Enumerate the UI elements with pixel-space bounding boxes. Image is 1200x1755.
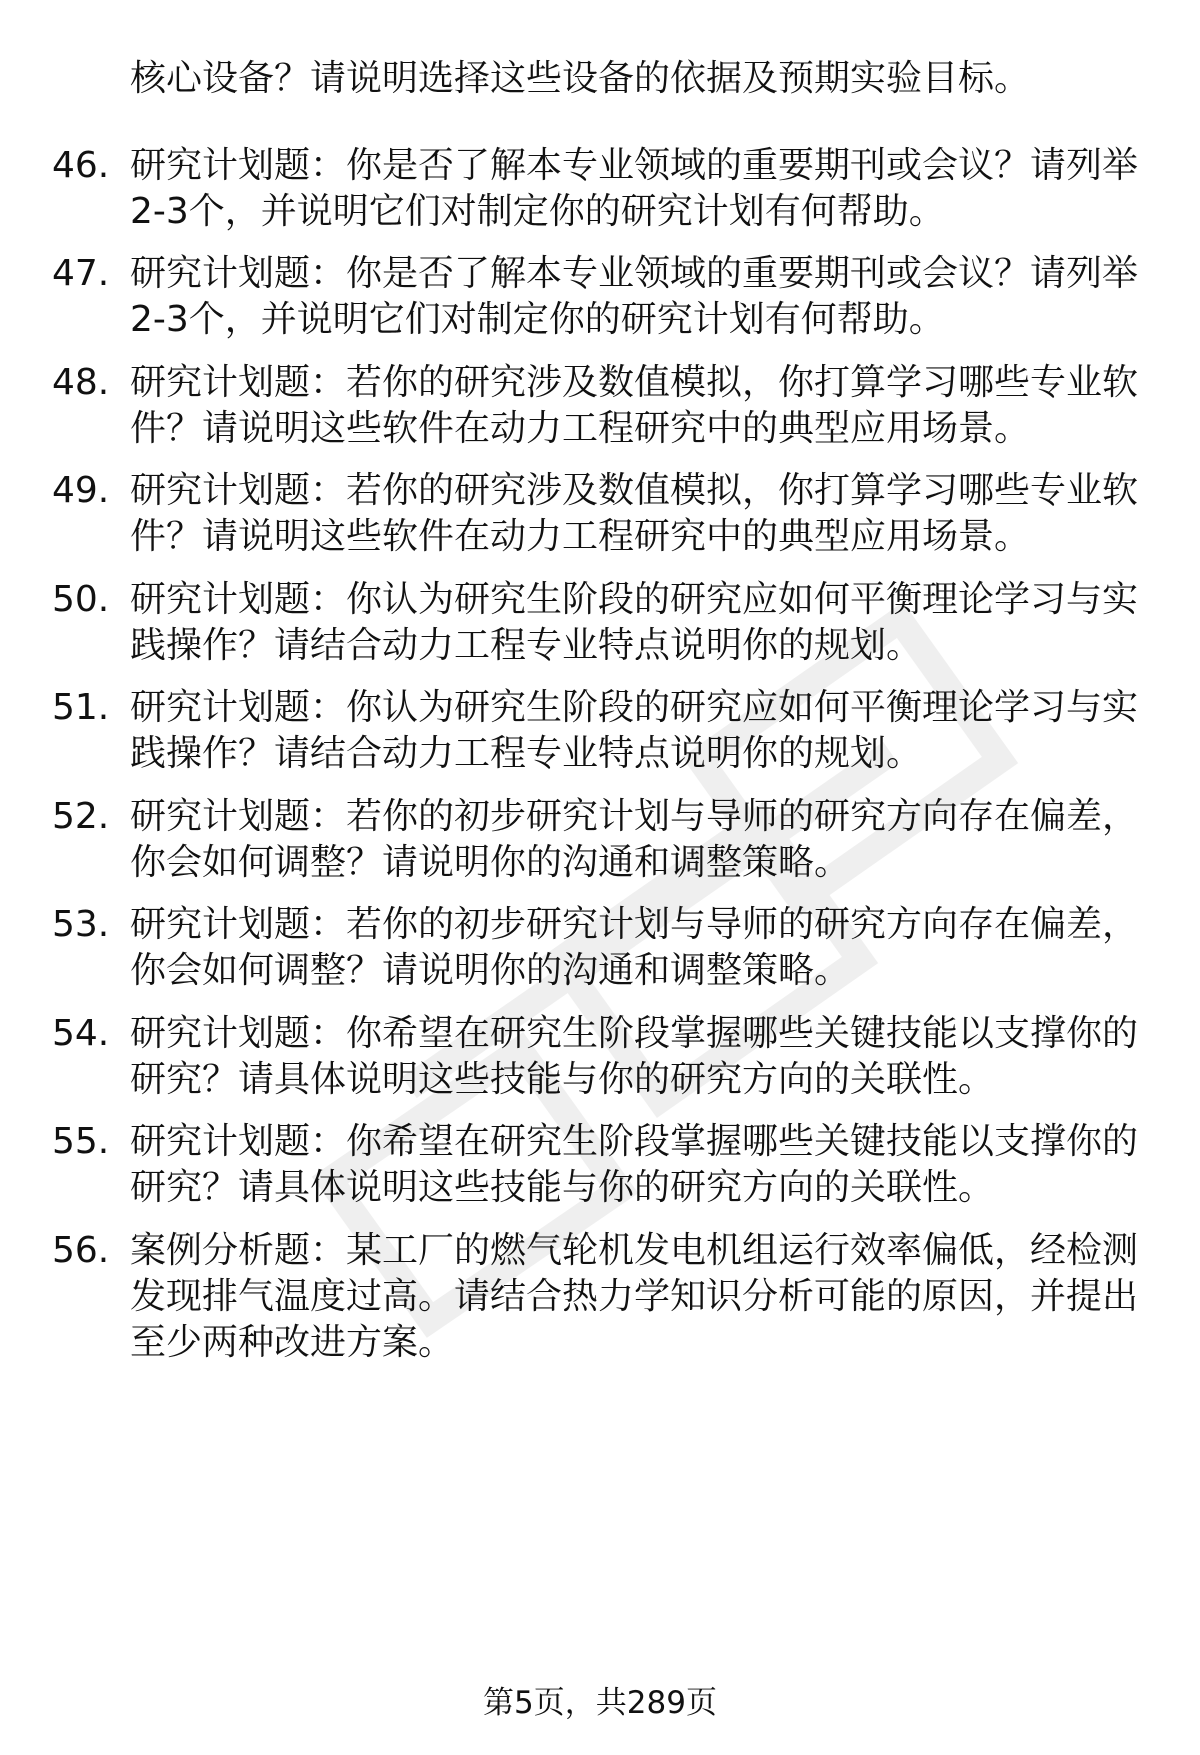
question-line: 发现排气温度过高。请结合热力学知识分析可能的原因，并提出 <box>130 1276 1139 1317</box>
question-number: 52. <box>52 796 110 837</box>
question-text <box>130 468 1140 560</box>
question-item <box>52 902 1152 994</box>
question-text <box>130 1228 1140 1366</box>
lead-line: 核心设备？请说明选择这些设备的依据及预期实验目标。 <box>130 58 1031 99</box>
question-line: 研究？请具体说明这些技能与你的研究方向的关联性。 <box>130 1167 995 1208</box>
question-text <box>130 1011 1140 1103</box>
question-line: 件？请说明这些软件在动力工程研究中的典型应用场景。 <box>130 408 1031 449</box>
question-line: 至少两种改进方案。 <box>130 1322 455 1363</box>
question-text <box>130 794 1140 886</box>
question-text <box>130 577 1140 669</box>
question-number: 46. <box>52 145 110 186</box>
question-item <box>52 360 1152 452</box>
question-item <box>52 143 1152 235</box>
question-line: 件？请说明这些软件在动力工程研究中的典型应用场景。 <box>130 516 1031 557</box>
question-line: 研究计划题：若你的初步研究计划与导师的研究方向存在偏差， <box>130 796 1139 837</box>
question-item <box>52 1011 1152 1103</box>
question-text <box>130 902 1140 994</box>
question-number: 47. <box>52 253 110 294</box>
question-line: 践操作？请结合动力工程专业特点说明你的规划。 <box>130 733 923 774</box>
question-line: 研究计划题：你是否了解本专业领域的重要期刊或会议？请列举 <box>130 145 1139 186</box>
question-text <box>130 360 1140 452</box>
question-line: 研究？请具体说明这些技能与你的研究方向的关联性。 <box>130 1059 995 1100</box>
question-line: 你会如何调整？请说明你的沟通和调整策略。 <box>130 950 851 991</box>
question-line: 研究计划题：你是否了解本专业领域的重要期刊或会议？请列举 <box>130 253 1139 294</box>
question-number: 48. <box>52 362 110 403</box>
question-line: 2-3个，并说明它们对制定你的研究计划有何帮助。 <box>130 299 945 340</box>
question-line: 研究计划题：你希望在研究生阶段掌握哪些关键技能以支撑你的 <box>130 1013 1139 1054</box>
question-number: 51. <box>52 687 110 728</box>
question-line: 研究计划题：若你的研究涉及数值模拟，你打算学习哪些专业软 <box>130 470 1139 511</box>
question-line: 研究计划题：若你的研究涉及数值模拟，你打算学习哪些专业软 <box>130 362 1139 403</box>
question-item <box>52 468 1152 560</box>
question-number: 50. <box>52 579 110 620</box>
question-line: 践操作？请结合动力工程专业特点说明你的规划。 <box>130 625 923 666</box>
question-number: 56. <box>52 1230 110 1271</box>
question-number: 49. <box>52 470 110 511</box>
question-text <box>130 143 1140 235</box>
question-number: 55. <box>52 1121 110 1162</box>
question-line: 研究计划题：你认为研究生阶段的研究应如何平衡理论学习与实 <box>130 579 1139 620</box>
question-item <box>52 577 1152 669</box>
question-item <box>52 794 1152 886</box>
question-number: 53. <box>52 904 110 945</box>
question-item <box>52 1119 1152 1211</box>
question-item <box>52 685 1152 777</box>
question-text <box>130 685 1140 777</box>
question-line: 研究计划题：你认为研究生阶段的研究应如何平衡理论学习与实 <box>130 687 1139 728</box>
page-footer: 第5页，共289页 <box>483 1685 717 1721</box>
question-line: 研究计划题：若你的初步研究计划与导师的研究方向存在偏差， <box>130 904 1139 945</box>
question-line: 研究计划题：你希望在研究生阶段掌握哪些关键技能以支撑你的 <box>130 1121 1139 1162</box>
question-line: 2-3个，并说明它们对制定你的研究计划有何帮助。 <box>130 191 945 232</box>
question-item <box>52 1228 1152 1366</box>
question-line: 案例分析题：某工厂的燃气轮机发电机组运行效率偏低，经检测 <box>130 1230 1139 1271</box>
question-line: 你会如何调整？请说明你的沟通和调整策略。 <box>130 842 851 883</box>
question-number: 54. <box>52 1013 110 1054</box>
question-text <box>130 251 1140 343</box>
question-text <box>130 1119 1140 1211</box>
question-item <box>52 251 1152 343</box>
